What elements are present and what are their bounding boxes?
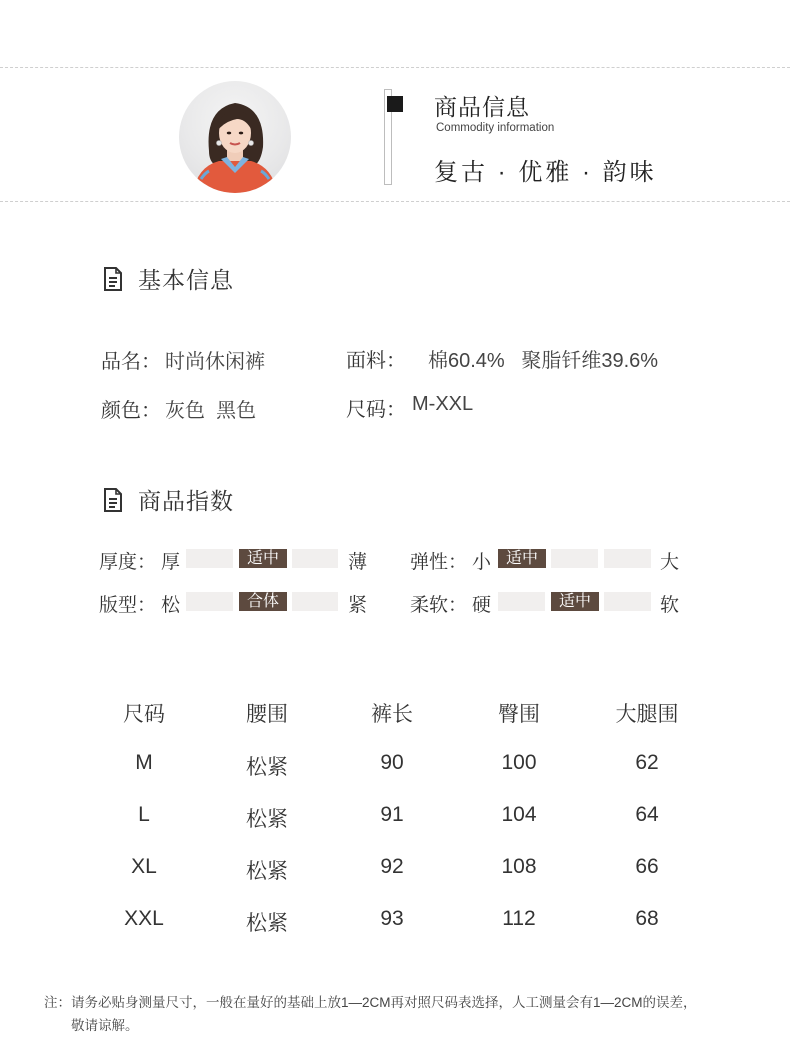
fabric-value: 棉60.4% 聚脂钎维39.6% xyxy=(428,350,659,372)
thickness-segment-1 xyxy=(186,549,233,568)
elasticity-selected: 适中 xyxy=(498,549,546,568)
table-cell: 68 xyxy=(635,907,659,930)
top-divider xyxy=(0,67,790,68)
basic-info-heading xyxy=(102,262,234,295)
fit-segment-1 xyxy=(186,592,233,611)
table-cell: 100 xyxy=(501,751,537,774)
table-cell: L xyxy=(138,803,150,826)
softness-segment-3 xyxy=(604,592,651,611)
product-index-title: 商品指数 xyxy=(138,489,234,515)
table-cell: 108 xyxy=(501,855,537,878)
fit-segment-3 xyxy=(292,592,338,611)
commodity-info-subtitle: Commodity information xyxy=(436,122,555,134)
color-label: 颜色： xyxy=(101,400,161,422)
table-cell: XXL xyxy=(124,907,164,930)
table-cell: 66 xyxy=(635,855,659,878)
softness-selected: 适中 xyxy=(551,592,599,611)
measurement-note xyxy=(44,991,697,1037)
table-cell: 松紧 xyxy=(246,756,288,779)
size-value: M-XXL xyxy=(412,393,474,415)
table-cell: 64 xyxy=(635,803,659,826)
size-label: 尺码： xyxy=(346,399,406,421)
thickness-selected: 适中 xyxy=(239,549,287,568)
fit-right: 紧 xyxy=(348,595,368,616)
table-cell: 91 xyxy=(380,803,404,826)
table-cell: 62 xyxy=(635,751,659,774)
table-cell: 112 xyxy=(502,907,536,930)
document-icon xyxy=(102,266,124,292)
table-cell: 松紧 xyxy=(246,808,288,831)
fit-label: 版型： xyxy=(99,595,157,616)
document-icon xyxy=(102,487,124,513)
table-cell: XL xyxy=(131,855,157,878)
softness-segment-1 xyxy=(498,592,545,611)
table-cell: M xyxy=(135,751,153,774)
style-slogan: 复古 · 优雅 · 韵味 xyxy=(434,159,657,186)
thickness-left: 厚 xyxy=(161,552,181,573)
table-cell: 104 xyxy=(501,803,537,826)
measurement-note-line1: 注：请务必贴身测量尺寸，一般在量好的基础上放1—2CM再对照尺码表选择，人工测量会有1—2CM的误差， xyxy=(44,995,697,1010)
table-header-size: 尺码 xyxy=(123,703,165,726)
elasticity-segment-2 xyxy=(551,549,598,568)
table-header-hip: 臀围 xyxy=(498,703,540,726)
softness-label: 柔软： xyxy=(410,595,468,616)
elasticity-right: 大 xyxy=(660,552,680,573)
softness-right: 软 xyxy=(660,595,680,616)
table-header-waist: 腰围 xyxy=(246,703,288,726)
basic-info-title: 基本信息 xyxy=(138,268,234,294)
elasticity-left: 小 xyxy=(472,552,492,573)
table-header-length: 裤长 xyxy=(371,703,413,726)
table-cell: 松紧 xyxy=(246,912,288,935)
product-name-value: 时尚休闲裤 xyxy=(165,351,265,373)
table-header-thigh: 大腿围 xyxy=(615,703,679,726)
header-divider xyxy=(0,201,790,202)
thickness-right: 薄 xyxy=(348,552,368,573)
table-cell: 93 xyxy=(380,907,404,930)
thickness-label: 厚度： xyxy=(99,552,157,573)
commodity-info-title: 商品信息 xyxy=(434,94,530,120)
measurement-note-line2: 敬请谅解。 xyxy=(71,1018,139,1033)
product-name-label: 品名： xyxy=(101,351,161,373)
table-cell: 90 xyxy=(380,751,404,774)
softness-left: 硬 xyxy=(472,595,492,616)
elasticity-label: 弹性： xyxy=(410,552,468,573)
header-accent-square xyxy=(387,96,403,112)
thickness-segment-3 xyxy=(292,549,338,568)
model-avatar xyxy=(179,81,291,193)
fit-selected: 合体 xyxy=(239,592,287,611)
fabric-label: 面料： xyxy=(346,350,406,372)
table-cell: 92 xyxy=(380,855,404,878)
elasticity-segment-3 xyxy=(604,549,651,568)
table-cell: 松紧 xyxy=(246,860,288,883)
fit-left: 松 xyxy=(161,595,181,616)
product-index-heading xyxy=(102,483,234,516)
color-value: 灰色 黑色 xyxy=(165,400,257,422)
